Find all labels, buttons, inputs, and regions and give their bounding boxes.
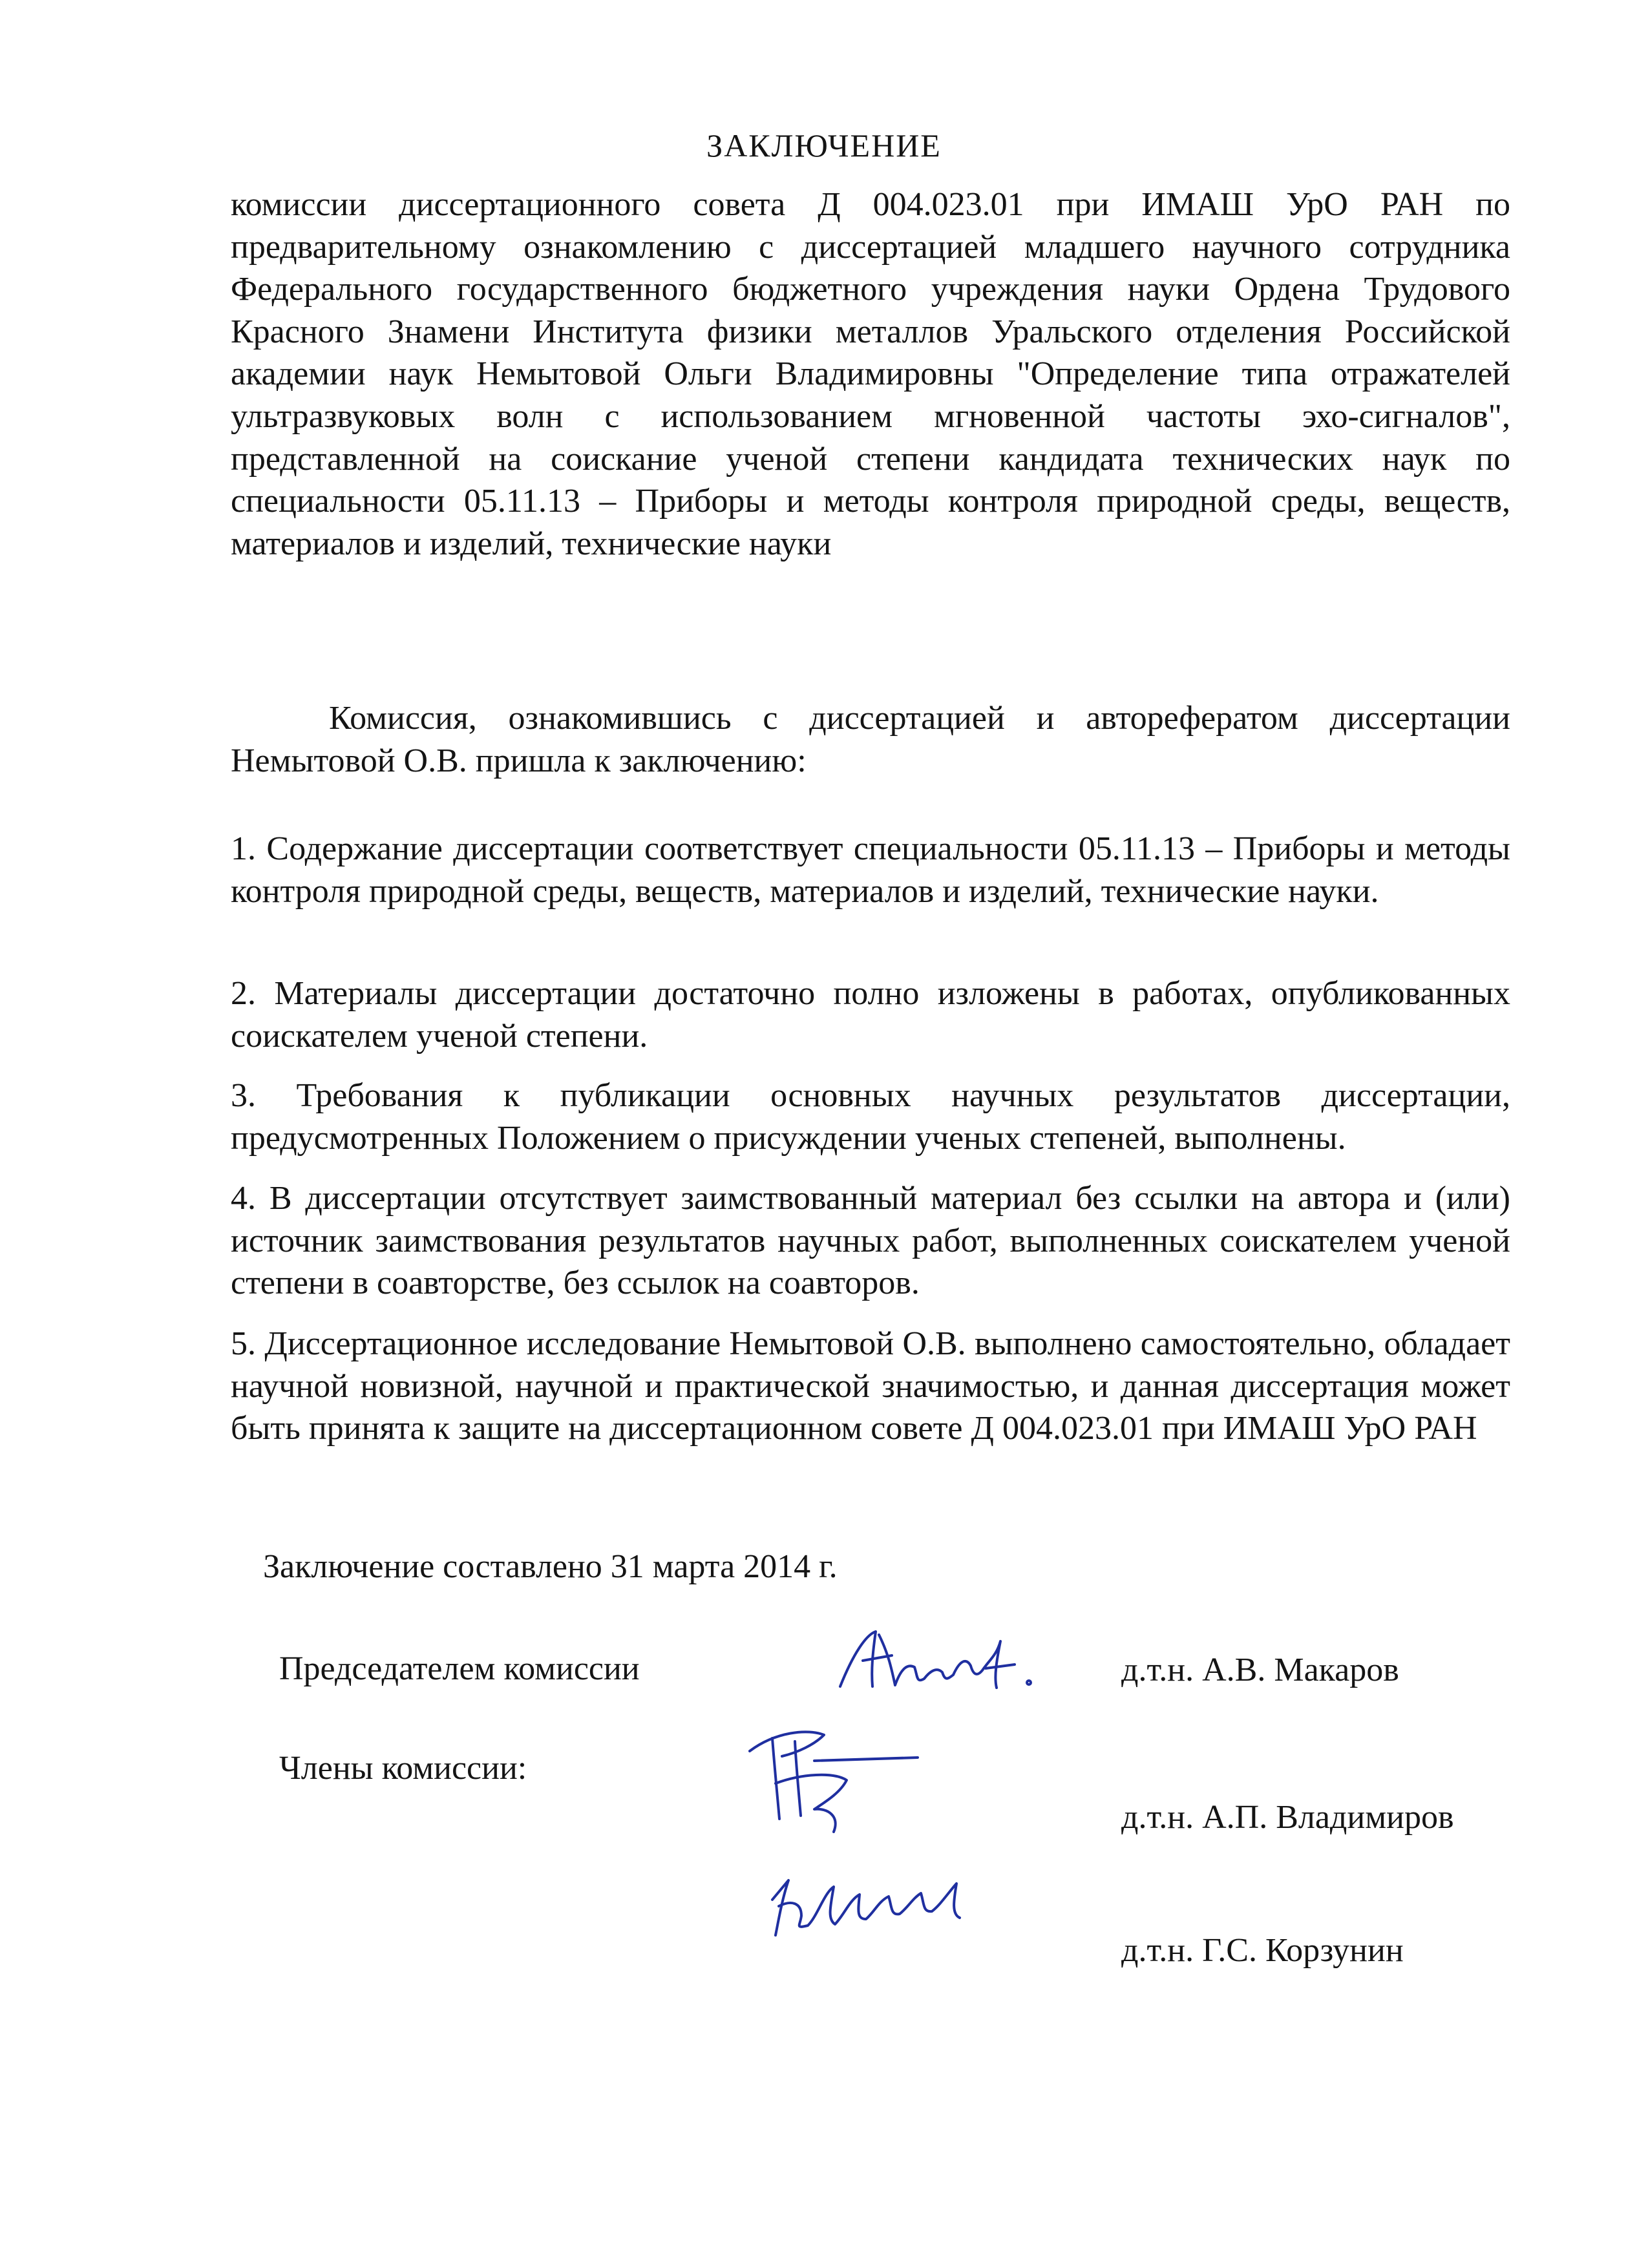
- conclusion-item-3: 3. Требования к публикации основных научных результатов диссертации, предусмотренных Положением о присуждении ученых степеней, выполнены.: [231, 1077, 1510, 1157]
- conclusion-item-2: 2. Материалы диссертации достаточно полно изложены в работах, опубликованных соискателем ученой степени.: [231, 975, 1510, 1055]
- members-label: Члены комиссии:: [279, 1750, 527, 1787]
- document-title: ЗАКЛЮЧЕНИЕ: [706, 127, 942, 163]
- conclusion-item-4: 4. В диссертации отсутствует заимствованный материал без ссылки на автора и (или) источник заимствования результатов научных работ, выполненных соискателем ученой степени в соавторстве, без ссылок на соавторов.: [231, 1180, 1510, 1302]
- chair-signature: [827, 1615, 1041, 1706]
- lead-paragraph: Комиссия, ознакомившись с диссертацией и авторефератом диссертации Немытовой О.В. пришла к заключению:: [231, 700, 1510, 779]
- chair-name: д.т.н. А.В. Макаров: [1121, 1652, 1399, 1688]
- chair-label: Председателем комиссии: [279, 1650, 640, 1687]
- member-2-name: д.т.н. Г.С. Корзунин: [1121, 1932, 1404, 1969]
- member-2-signature: [763, 1854, 976, 1945]
- intro-paragraph: комиссии диссертационного совета Д 004.023.01 при ИМАШ УрО РАН по предварительному ознакомлению с диссертацией младшего научного сотрудника Федерального государственного бюджетного учреждения науки Ордена Трудового Красного Знамени Института физики металлов Уральского отделения Российской академии наук Немытовой Ольги Владимировны "Определение типа отражателей ультразвуковых волн с использованием мгновенной частоты эхо-сигналов", представленной на соискание ученой степени кандидата технических наук по специальности 05.11.13 – Приборы и методы контроля природной среды, веществ, материалов и изделий, технические науки: [231, 186, 1510, 562]
- conclusion-item-5: 5. Диссертационное исследование Немытовой О.В. выполнено самостоятельно, обладает научной новизной, научной и практической значимостью, и данная диссертация может быть принята к защите на диссертационном совете Д 004.023.01 при ИМАШ УрО РАН: [231, 1325, 1510, 1447]
- member-1-name: д.т.н. А.П. Владимиров: [1121, 1799, 1454, 1836]
- date-line: Заключение составлено 31 марта 2014 г.: [263, 1548, 838, 1585]
- conclusion-item-1: 1. Содержание диссертации соответствует специальности 05.11.13 – Приборы и методы контроля природной среды, веществ, материалов и изделий, технические науки.: [231, 830, 1510, 910]
- member-1-signature: [737, 1712, 931, 1842]
